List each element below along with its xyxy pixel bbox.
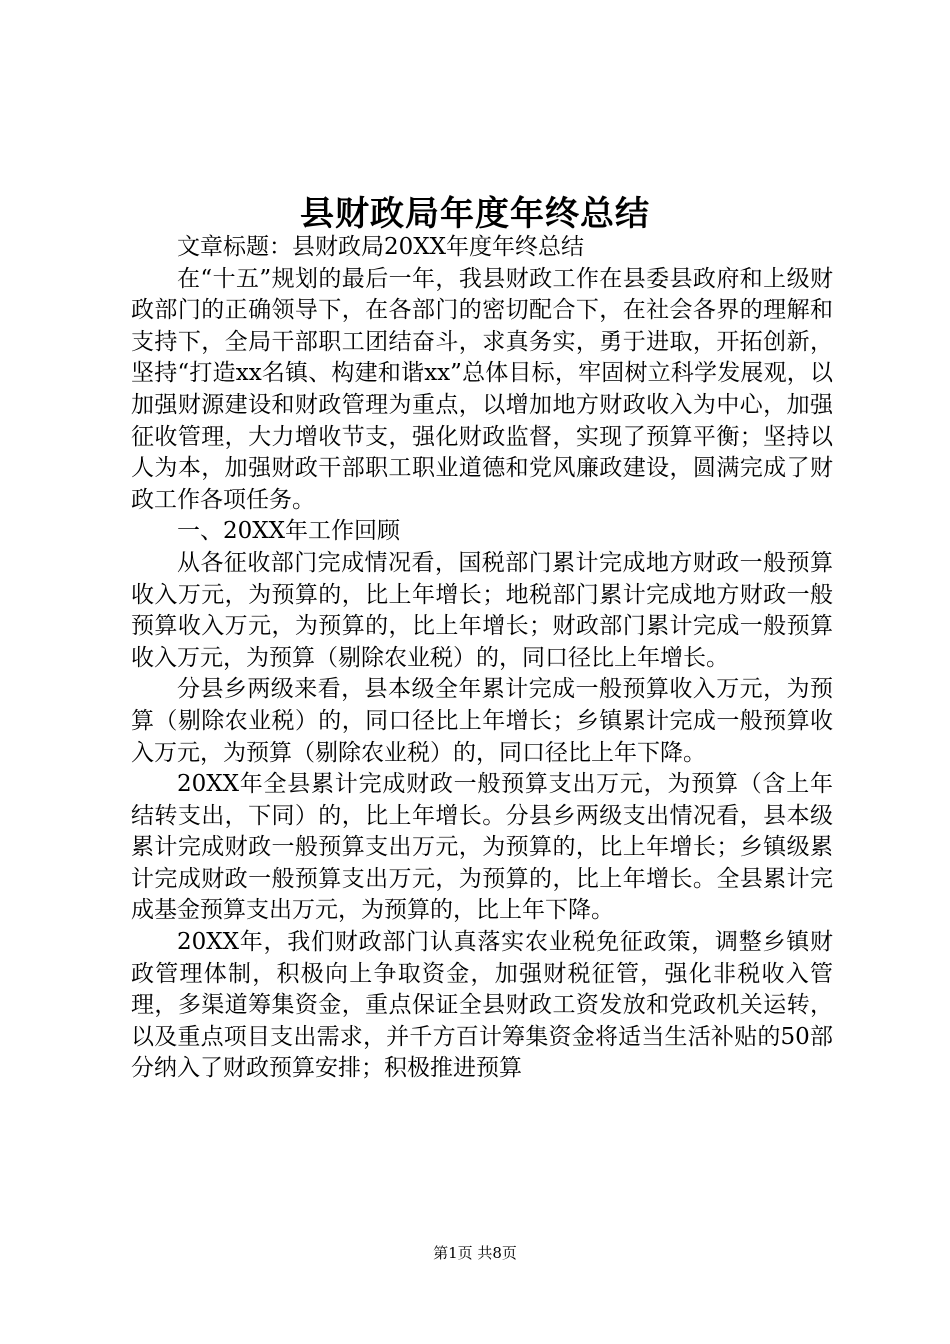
document-body xyxy=(131,232,833,1085)
expenditure-paragraph: 20XX年全县累计完成财政一般预算支出万元，为预算（含上年结转支出，下同）的，比上年增长。分县乡两级支出情况看，县本级累计完成财政一般预算支出万元，为预算的，比上年增长；乡镇级累计完成财政一般预算支出万元，为预算的，比上年增长。全县累计完成基金预算支出万元，为预算的，比上年下降。 xyxy=(131,771,833,924)
article-title-line: 文章标题：县财政局20XX年度年终总结 xyxy=(177,234,585,260)
measures-paragraph: 20XX年，我们财政部门认真落实农业税免征政策，调整乡镇财政管理体制，积极向上争取资金，加强财税征管，强化非税收入管理，多渠道筹集资金，重点保证全县财政工资发放和党政机关运转，以及重点项目支出需求，并千方百计筹集资金将适当生活补贴的50部分纳入了财政预算安排；积极推进预算 xyxy=(131,929,833,1082)
revenue-by-level-paragraph: 分县乡两级来看，县本级全年累计完成一般预算收入万元，为预算（剔除农业税）的，同口径比上年增长；乡镇累计完成一般预算收入万元，为预算（剔除农业税）的，同口径比上年下降。 xyxy=(131,676,833,766)
document-title: 县财政局年度年终总结 xyxy=(300,194,650,234)
page-footer: 第1页 共8页 xyxy=(433,1244,517,1262)
section-heading: 一、20XX年工作回顾 xyxy=(177,518,401,545)
revenue-by-department-paragraph: 从各征收部门完成情况看，国税部门累计完成地方财政一般预算收入万元，为预算的，比上年增长；地税部门累计完成地方财政一般预算收入万元，为预算的，比上年增长；财政部门累计完成一般预算收入万元，为预算（剔除农业税）的，同口径比上年增长。 xyxy=(131,549,833,671)
intro-paragraph: 在“十五”规划的最后一年，我县财政工作在县委县政府和上级财政部门的正确领导下，在各部门的密切配合下，在社会各界的理解和支持下，全局干部职工团结奋斗，求真务实，勇于进取，开拓创新，坚持“打造xx名镇、构建和谐xx”总体目标，牢固树立科学发展观，以加强财源建设和财政管理为重点，以增加地方财政收入为中心，加强征收管理，大力增收节支，强化财政监督，实现了预算平衡；坚持以人为本，加强财政干部职工职业道德和党风廉政建设，圆满完成了财政工作各项任务。 xyxy=(131,265,833,513)
